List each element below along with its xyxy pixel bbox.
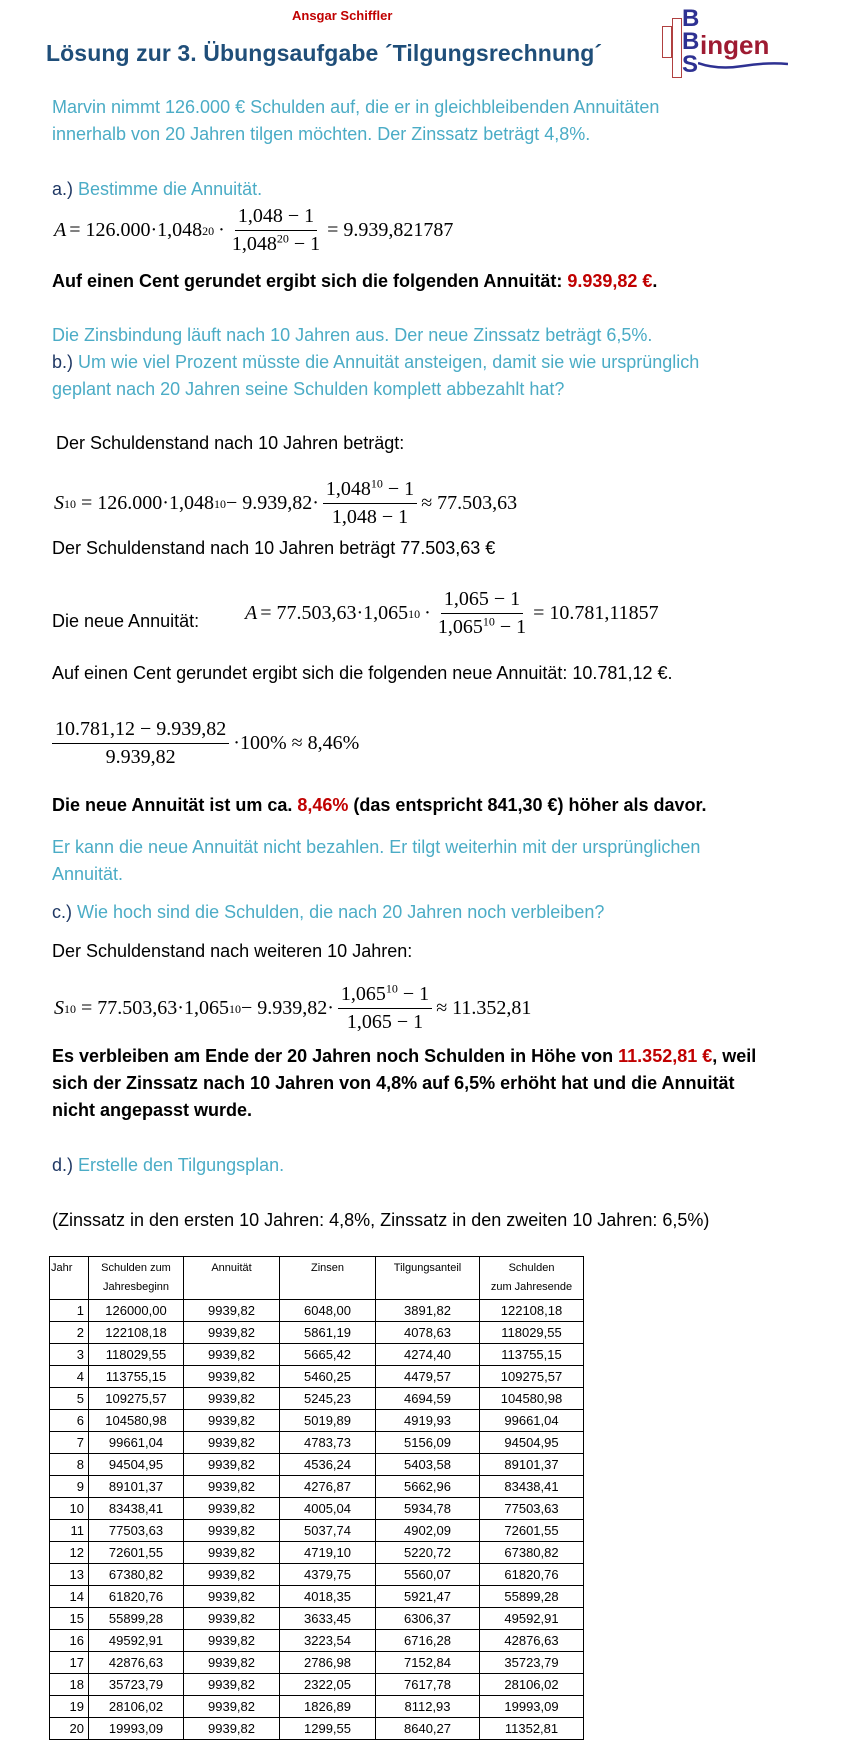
table-cell: 5662,96 <box>376 1476 480 1498</box>
table-cell: 2 <box>50 1322 89 1344</box>
fraction-denominator: 1,065 − 1 <box>346 1011 424 1033</box>
table-cell: 1299,55 <box>280 1718 376 1740</box>
logo-swoosh-icon <box>698 60 788 70</box>
table-cell: 109275,57 <box>89 1388 184 1410</box>
page-title: Lösung zur 3. Übungsaufgabe ´Tilgungsrechnung´ <box>46 40 603 66</box>
table-cell: 19993,09 <box>89 1718 184 1740</box>
formula-result: = 10.781,11857 <box>533 602 659 624</box>
column-header: Schulden zum Jahresende <box>480 1257 584 1300</box>
table-cell: 4719,10 <box>280 1542 376 1564</box>
table-row <box>50 1322 584 1344</box>
table-cell: 4694,59 <box>376 1388 480 1410</box>
table-row <box>50 1410 584 1432</box>
table-cell: 83438,41 <box>89 1498 184 1520</box>
formula-fraction <box>229 205 323 256</box>
table-cell: 6716,28 <box>376 1630 480 1652</box>
table-cell: 35723,79 <box>480 1652 584 1674</box>
table-cell: 4479,57 <box>376 1366 480 1388</box>
table-cell: 99661,04 <box>480 1410 584 1432</box>
table-cell: 15 <box>50 1608 89 1630</box>
answer-line-2: sich der Zinssatz nach 10 Jahren von 4,8% auf 6,5% erhöht hat und die Annuität <box>52 1073 735 1093</box>
part-c-context <box>52 834 700 888</box>
fraction-denominator: 9.939,82 <box>105 746 176 768</box>
part-b-text: Um wie viel Prozent müsste die Annuität ansteigen, damit sie wie ursprünglich <box>73 352 700 372</box>
new-annuity-formula: A = 77.503,63·1,065 10 · $\frac{1,065 - 1}{1,065^{10} - 1}$ = 10.781,11857 <box>245 588 659 638</box>
table-cell: 20 <box>50 1718 89 1740</box>
table-cell: 9939,82 <box>184 1366 280 1388</box>
table-cell: 109275,57 <box>480 1366 584 1388</box>
table-cell: 19993,09 <box>480 1696 584 1718</box>
table-cell: 122108,18 <box>89 1322 184 1344</box>
table-cell: 28106,02 <box>89 1696 184 1718</box>
column-header: Zinsen <box>280 1257 376 1300</box>
fraction-numerator: 10.781,12 − 9.939,82 <box>52 718 229 744</box>
table-cell: 9939,82 <box>184 1608 280 1630</box>
table-cell: 77503,63 <box>89 1520 184 1542</box>
part-a-text: Bestimme die Annuität. <box>73 179 263 199</box>
s10-formula: S 10 = 126.000·1,048 10 − 9.939,82· $\frac{1,048^{10} - 1}{1,048 - 1}$ ≈ 77.503,63 <box>54 476 518 528</box>
table-cell: 7 <box>50 1432 89 1454</box>
formula-term: = 77.503,63·1,065 <box>81 997 229 1019</box>
table-cell: 4005,04 <box>280 1498 376 1520</box>
logo-word: ingen <box>700 30 770 60</box>
part-a-answer <box>52 268 657 295</box>
table-row <box>50 1300 584 1322</box>
formula-lhs: S <box>54 492 64 514</box>
part-c-label: c.) <box>52 902 72 922</box>
table-cell: 5403,58 <box>376 1454 480 1476</box>
amortization-table <box>49 1256 584 1740</box>
table-cell: 8640,27 <box>376 1718 480 1740</box>
formula-result: ·100% ≈ 8,46% <box>233 732 360 754</box>
table-cell: 4902,09 <box>376 1520 480 1542</box>
s10-result: Der Schuldenstand nach 10 Jahren beträgt 77.503,63 € <box>52 538 496 558</box>
table-cell: 6048,00 <box>280 1300 376 1322</box>
table-cell: 4276,87 <box>280 1476 376 1498</box>
formula-fraction <box>338 983 432 1034</box>
table-cell: 9939,82 <box>184 1652 280 1674</box>
table-cell: 11352,81 <box>480 1718 584 1740</box>
part-c-text: Wie hoch sind die Schulden, die nach 20 Jahren noch verbleiben? <box>72 902 605 922</box>
table-cell: 18 <box>50 1674 89 1696</box>
logo-building-icon <box>662 26 672 58</box>
table-cell: 17 <box>50 1652 89 1674</box>
formula-result: ≈ 77.503,63 <box>421 492 518 514</box>
table-cell: 67380,82 <box>89 1564 184 1586</box>
table-cell: 5 <box>50 1388 89 1410</box>
intro-line-1: Marvin nimmt 126.000 € Schulden auf, die er in gleichbleibenden Annuitäten <box>52 97 660 117</box>
table-cell: 9939,82 <box>184 1718 280 1740</box>
table-row <box>50 1586 584 1608</box>
conclusion-text: Die neue Annuität ist um ca. <box>52 795 298 815</box>
table-cell: 4536,24 <box>280 1454 376 1476</box>
table-cell: 6 <box>50 1410 89 1432</box>
fraction-numerator: $1,048^{10} - 1$ <box>323 478 417 504</box>
table-cell: 1 <box>50 1300 89 1322</box>
formula-fraction <box>435 588 529 639</box>
table-cell: 9939,82 <box>184 1674 280 1696</box>
table-cell: 9939,82 <box>184 1696 280 1718</box>
table-cell: 5861,19 <box>280 1322 376 1344</box>
part-d-label: d.) <box>52 1155 74 1175</box>
table-cell: 4379,75 <box>280 1564 376 1586</box>
table-row <box>50 1454 584 1476</box>
table-cell: 118029,55 <box>480 1322 584 1344</box>
table-cell: 6306,37 <box>376 1608 480 1630</box>
formula-lhs: A <box>245 602 258 624</box>
table-cell: 35723,79 <box>89 1674 184 1696</box>
table-row <box>50 1696 584 1718</box>
table-cell: 4 <box>50 1366 89 1388</box>
part-b-context: Die Zinsbindung läuft nach 10 Jahren aus. Der neue Zinssatz beträgt 6,5%. <box>52 325 653 345</box>
table-cell: 4078,63 <box>376 1322 480 1344</box>
formula-dot: · <box>218 219 225 241</box>
table-cell: 5019,89 <box>280 1410 376 1432</box>
answer-text: Auf einen Cent gerundet ergibt sich die folgenden Annuität: <box>52 271 568 291</box>
answer-value: 11.352,81 € <box>618 1046 713 1066</box>
table-header-row <box>50 1257 584 1300</box>
bbs-bingen-logo <box>660 6 790 78</box>
formula-fraction <box>52 718 229 769</box>
formula-term: = 77.503,63·1,065 <box>260 602 409 624</box>
intro-text <box>52 94 659 148</box>
column-header: Tilgungsanteil <box>376 1257 480 1300</box>
table-cell: 49592,91 <box>89 1630 184 1652</box>
formula-term: − 9.939,82· <box>225 492 319 514</box>
logo-letter-s: S <box>682 51 699 78</box>
s10-intro: Der Schuldenstand nach 10 Jahren beträgt: <box>56 433 405 453</box>
column-header: Annuität <box>184 1257 280 1300</box>
intro-line-2: innerhalb von 20 Jahren tilgen möchten. Der Zinssatz beträgt 4,8%. <box>52 124 591 144</box>
part-d-question <box>52 1152 284 1179</box>
table-cell: 28106,02 <box>480 1674 584 1696</box>
table-cell: 9939,82 <box>184 1344 280 1366</box>
table-row <box>50 1388 584 1410</box>
fraction-numerator: 1,065 − 1 <box>441 588 523 614</box>
fraction-denominator: 1,048 − 1 <box>331 506 409 528</box>
author-name: Ansgar Schiffler <box>292 8 393 23</box>
formula-term: = 126.000·1,048 <box>81 492 214 514</box>
table-cell: 10 <box>50 1498 89 1520</box>
table-cell: 122108,18 <box>480 1300 584 1322</box>
table-cell: 77503,63 <box>480 1498 584 1520</box>
part-d-text: Erstelle den Tilgungsplan. <box>73 1155 285 1175</box>
table-cell: 104580,98 <box>480 1388 584 1410</box>
table-cell: 89101,37 <box>89 1476 184 1498</box>
table-cell: 67380,82 <box>480 1542 584 1564</box>
table-cell: 2322,05 <box>280 1674 376 1696</box>
table-cell: 8 <box>50 1454 89 1476</box>
table-cell: 5156,09 <box>376 1432 480 1454</box>
table-cell: 42876,63 <box>89 1652 184 1674</box>
formula-lhs: S <box>54 997 64 1019</box>
table-cell: 1826,89 <box>280 1696 376 1718</box>
table-cell: 16 <box>50 1630 89 1652</box>
table-cell: 9939,82 <box>184 1498 280 1520</box>
part-a-label: a.) <box>52 179 74 199</box>
part-b-conclusion <box>52 792 707 819</box>
table-cell: 9939,82 <box>184 1322 280 1344</box>
table-cell: 4783,73 <box>280 1432 376 1454</box>
part-b-label: b.) <box>52 352 74 372</box>
table-cell: 13 <box>50 1564 89 1586</box>
percent-formula <box>52 718 359 769</box>
table-cell: 89101,37 <box>480 1454 584 1476</box>
answer-line-3: nicht angepasst wurde. <box>52 1100 253 1120</box>
table-cell: 4919,93 <box>376 1410 480 1432</box>
formula-lhs: A <box>54 219 67 241</box>
table-cell: 4018,35 <box>280 1586 376 1608</box>
table-cell: 118029,55 <box>89 1344 184 1366</box>
table-cell: 5665,42 <box>280 1344 376 1366</box>
table-cell: 72601,55 <box>480 1520 584 1542</box>
table-cell: 9939,82 <box>184 1432 280 1454</box>
table-cell: 3633,45 <box>280 1608 376 1630</box>
table-row <box>50 1498 584 1520</box>
table-row <box>50 1674 584 1696</box>
table-cell: 19 <box>50 1696 89 1718</box>
conclusion-suffix: (das entspricht 841,30 €) höher als davor. <box>348 795 707 815</box>
table-cell: 3 <box>50 1344 89 1366</box>
table-cell: 5921,47 <box>376 1586 480 1608</box>
table-row <box>50 1520 584 1542</box>
table-cell: 9 <box>50 1476 89 1498</box>
formula-term: − 9.939,82· <box>240 997 334 1019</box>
formula-dot: · <box>424 602 431 624</box>
table-cell: 5245,23 <box>280 1388 376 1410</box>
table-cell: 5460,25 <box>280 1366 376 1388</box>
table-cell: 14 <box>50 1586 89 1608</box>
table-cell: 7152,84 <box>376 1652 480 1674</box>
table-cell: 9939,82 <box>184 1630 280 1652</box>
table-cell: 94504,95 <box>89 1454 184 1476</box>
table-cell: 3891,82 <box>376 1300 480 1322</box>
new-annuity-rounded: Auf einen Cent gerundet ergibt sich die folgenden neue Annuität: 10.781,12 €. <box>52 663 673 683</box>
answer-value: 9.939,82 € <box>567 271 653 291</box>
fraction-numerator: $1,065^{10} - 1$ <box>338 983 432 1009</box>
column-header: Schulden zum Jahresbeginn <box>89 1257 184 1300</box>
formula-term: = 126.000·1,048 <box>69 219 203 241</box>
part-a-formula: A = 126.000·1,048 20 · $\frac{1,048 - 1}{1,048^{20} - 1}$ = 9.939,821787 <box>54 205 454 255</box>
table-row <box>50 1608 584 1630</box>
table-cell: 9939,82 <box>184 1564 280 1586</box>
part-c-formula: S 10 = 77.503,63·1,065 10 − 9.939,82· $\frac{1,065^{10} - 1}{1,065 - 1}$ ≈ 11.352,81 <box>54 981 532 1033</box>
table-cell: 5037,74 <box>280 1520 376 1542</box>
table-row <box>50 1564 584 1586</box>
part-c-intro: Der Schuldenstand nach weiteren 10 Jahren: <box>52 941 413 961</box>
table-cell: 9939,82 <box>184 1476 280 1498</box>
new-annuity-label: Die neue Annuität: <box>52 611 200 631</box>
table-cell: 94504,95 <box>480 1432 584 1454</box>
table-cell: 9939,82 <box>184 1586 280 1608</box>
table-cell: 55899,28 <box>480 1586 584 1608</box>
table-cell: 49592,91 <box>480 1608 584 1630</box>
fraction-denominator: $1,048^{20} - 1$ <box>231 231 321 255</box>
table-cell: 61820,76 <box>480 1564 584 1586</box>
answer-suffix: . <box>652 271 658 291</box>
table-cell: 12 <box>50 1542 89 1564</box>
table-cell: 4274,40 <box>376 1344 480 1366</box>
table-cell: 126000,00 <box>89 1300 184 1322</box>
logo-letter-b2: B <box>682 28 700 55</box>
conclusion-value: 8,46% <box>297 795 349 815</box>
table-cell: 61820,76 <box>89 1586 184 1608</box>
interest-note: (Zinssatz in den ersten 10 Jahren: 4,8%, Zinssatz in den zweiten 10 Jahren: 6,5%) <box>52 1210 710 1230</box>
fraction-denominator: $1,065^{10} - 1$ <box>437 614 527 638</box>
context-line-1: Er kann die neue Annuität nicht bezahlen. Er tilgt weiterhin mit der ursprünglichen <box>52 837 701 857</box>
table-row <box>50 1366 584 1388</box>
table-cell: 72601,55 <box>89 1542 184 1564</box>
part-c-question <box>52 899 604 926</box>
table-cell: 113755,15 <box>89 1366 184 1388</box>
table-row <box>50 1542 584 1564</box>
table-cell: 2786,98 <box>280 1652 376 1674</box>
table-cell: 55899,28 <box>89 1608 184 1630</box>
table-row <box>50 1630 584 1652</box>
answer-suffix: , weil <box>712 1046 757 1066</box>
table-cell: 104580,98 <box>89 1410 184 1432</box>
table-cell: 3223,54 <box>280 1630 376 1652</box>
formula-result: = 9.939,821787 <box>327 219 454 241</box>
part-a-question <box>52 176 262 203</box>
table-cell: 7617,78 <box>376 1674 480 1696</box>
table-row <box>50 1652 584 1674</box>
logo-letter-b1: B <box>682 5 700 32</box>
table-body <box>50 1300 584 1740</box>
table-cell: 5560,07 <box>376 1564 480 1586</box>
table-cell: 9939,82 <box>184 1388 280 1410</box>
answer-text: Es verbleiben am Ende der 20 Jahren noch Schulden in Höhe von <box>52 1046 619 1066</box>
table-row <box>50 1718 584 1740</box>
column-header: Jahr <box>50 1257 89 1300</box>
table-cell: 42876,63 <box>480 1630 584 1652</box>
table-cell: 9939,82 <box>184 1520 280 1542</box>
table-cell: 9939,82 <box>184 1410 280 1432</box>
table-cell: 83438,41 <box>480 1476 584 1498</box>
fraction-numerator: 1,048 − 1 <box>235 205 317 231</box>
table-cell: 113755,15 <box>480 1344 584 1366</box>
table-cell: 9939,82 <box>184 1300 280 1322</box>
formula-result: ≈ 11.352,81 <box>436 997 532 1019</box>
table-cell: 9939,82 <box>184 1542 280 1564</box>
table-row <box>50 1432 584 1454</box>
part-b-question <box>52 349 699 403</box>
table-cell: 11 <box>50 1520 89 1542</box>
logo-building-icon <box>672 18 682 78</box>
context-line-2: Annuität. <box>52 864 124 884</box>
table-row <box>50 1344 584 1366</box>
table-cell: 9939,82 <box>184 1454 280 1476</box>
table-cell: 99661,04 <box>89 1432 184 1454</box>
formula-fraction <box>323 478 417 529</box>
table-cell: 5934,78 <box>376 1498 480 1520</box>
part-c-answer <box>52 1043 756 1124</box>
part-b-text-2: geplant nach 20 Jahren seine Schulden komplett abbezahlt hat? <box>52 379 565 399</box>
table-row <box>50 1476 584 1498</box>
table-cell: 8112,93 <box>376 1696 480 1718</box>
table-cell: 5220,72 <box>376 1542 480 1564</box>
